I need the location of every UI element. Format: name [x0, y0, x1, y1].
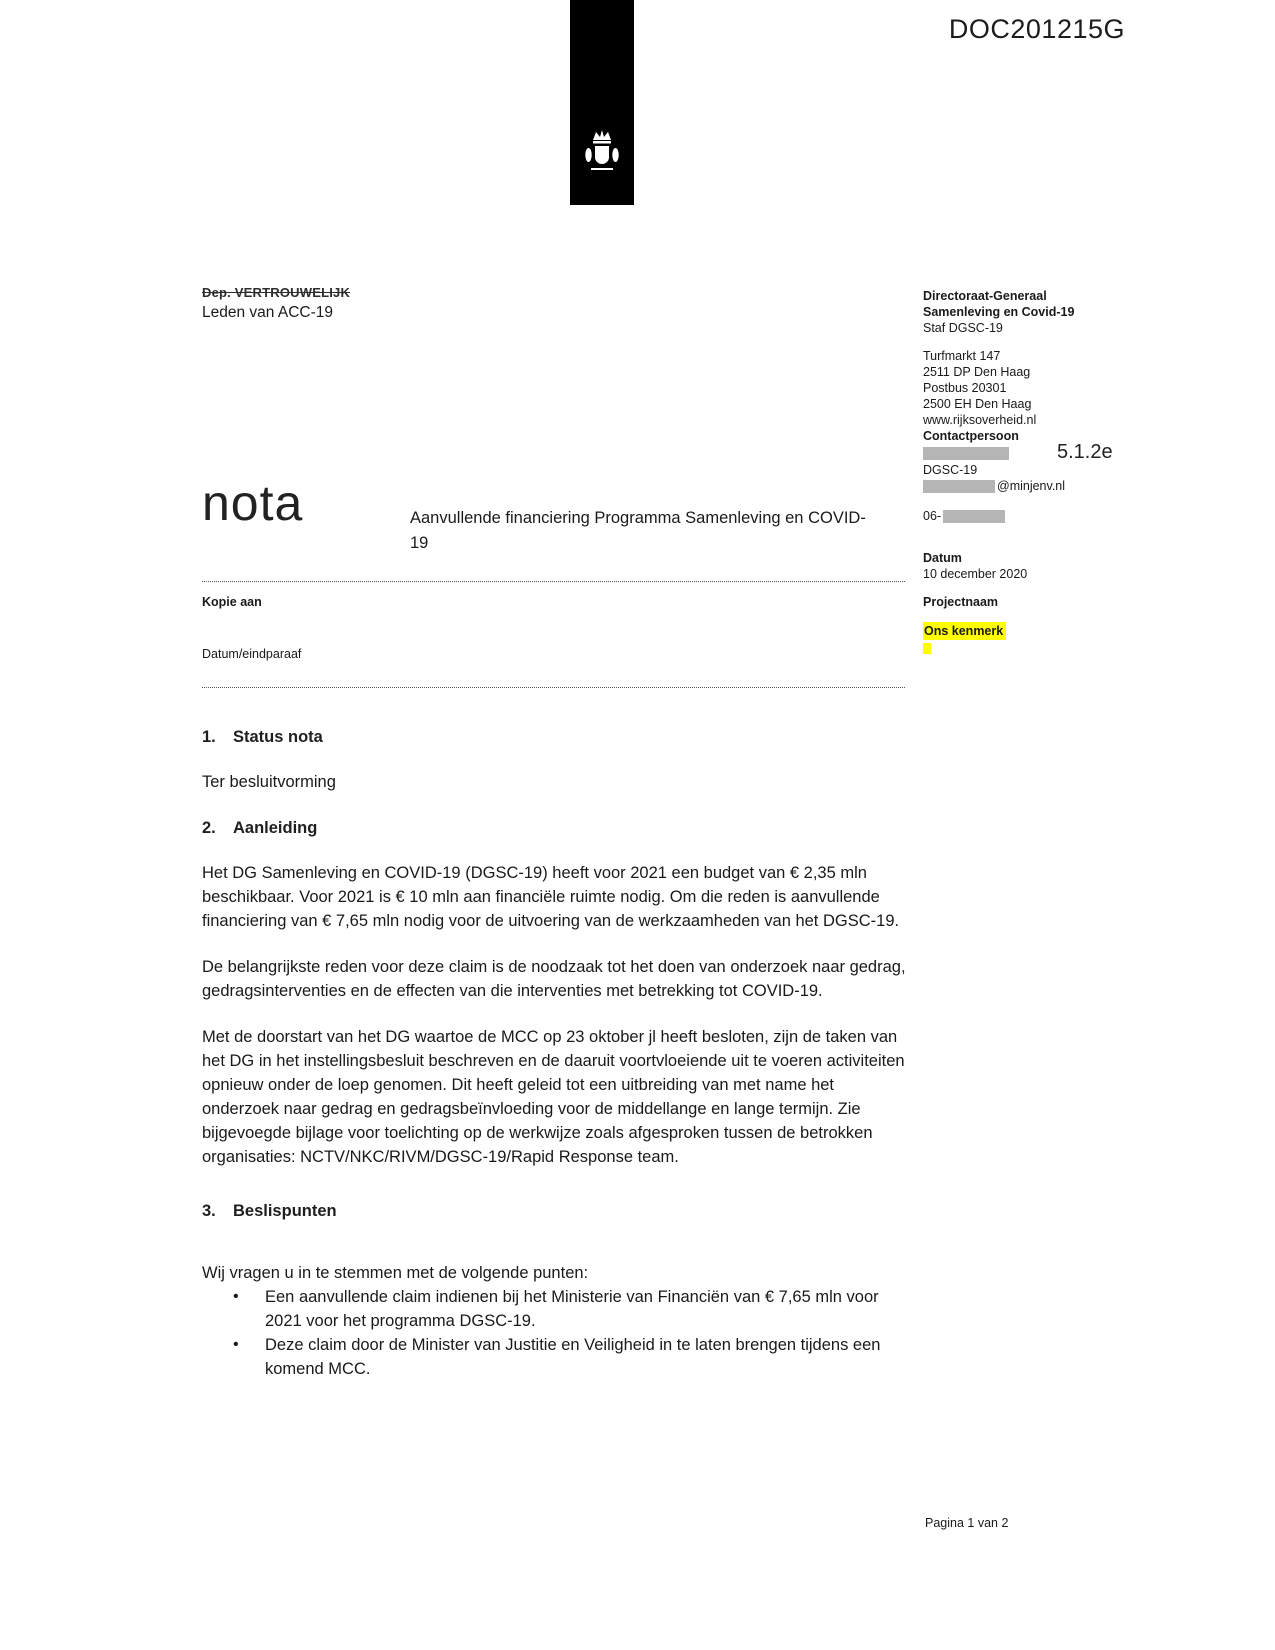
datum-label: Datum [923, 551, 962, 565]
redaction-code-annotation: 5.1.2e [1057, 441, 1113, 463]
addressee: Leden van ACC-19 [202, 304, 333, 321]
section-heading-status-nota [202, 725, 908, 749]
kenmerk-highlight-mark [923, 643, 931, 654]
document-id: DOC201215G [948, 14, 1125, 44]
coat-of-arms-icon [583, 128, 621, 186]
kenmerk-label-highlighted: Ons kenmerk [923, 622, 1006, 640]
contact-label: Contactpersoon [923, 429, 1019, 443]
beslispunten-list [202, 1285, 908, 1381]
aanleiding-paragraph-2: De belangrijkste reden voor deze claim is de noodzaak tot het doen van onderzoek naar gedrag, gedragsinterventies en de effecten van die interventies met betrekking tot COVID-19. [202, 958, 906, 1000]
org-subunit: Staf DGSC-19 [923, 321, 1003, 335]
section-heading-aanleiding [202, 816, 908, 840]
projectnaam-label: Projectnaam [923, 595, 999, 609]
status-nota-body: Ter besluitvorming [202, 773, 336, 791]
datum-eindparaaf-label: Datum/eindparaaf [202, 647, 302, 661]
nota-title: nota [202, 475, 304, 531]
section-number: 1. [202, 728, 216, 746]
beslispunten-intro: Wij vragen u in te stemmen met de volgende punten: [202, 1264, 589, 1282]
page-number: Pagina 1 van 2 [925, 1516, 1009, 1530]
address-line: 2511 DP Den Haag [923, 365, 1031, 379]
list-item: • Een aanvullende claim indienen bij het Ministerie van Financiën van € 7,65 mln voor 2021 voor het programma DGSC-19. [202, 1285, 908, 1333]
redaction-box [923, 447, 1009, 460]
kenmerk-row [923, 622, 1143, 654]
sidebar [923, 288, 1143, 654]
rijksoverheid-logo-banner [570, 0, 634, 205]
address-line: Postbus 20301 [923, 381, 1007, 395]
redaction-box [943, 510, 1005, 523]
email-domain[interactable]: @minjenv.nl [997, 479, 1066, 493]
contact-phone [923, 508, 1143, 524]
org-name-line2: Samenleving en Covid-19 [923, 305, 1075, 319]
nota-subject: Aanvullende financiering Programma Samenleving en COVID-19 [410, 509, 866, 552]
aanleiding-paragraph-3: Met de doorstart van het DG waartoe de MCC op 23 oktober jl heeft besloten, zijn de taken van het DG in het instellingsbesluit beschreven en de daaruit voortvloeiende uit te voeren activiteiten opnieuw onder de loep genomen. Dit heeft geleid tot een uitbreiding van met name het onderzoek naar gedrag en gedragsbeïnvloeding voor de middellange en lange termijn. Zie bijgevoegde bijlage voor toelichting op de werkwijze zoals afgesproken tussen de betrokken organisaties: NCTV/NKC/RIVM/DGSC-19/Rapid Response team. [202, 1028, 905, 1166]
org-name-line1: Directoraat-Generaal [923, 289, 1047, 303]
contact-email [923, 478, 1143, 494]
section-title: Status nota [233, 728, 323, 746]
section-heading-beslispunten [202, 1199, 908, 1223]
list-item: • Deze claim door de Minister van Justitie en Veiligheid in te laten brengen tijdens een komend MCC. [202, 1333, 908, 1381]
section-number: 2. [202, 819, 216, 837]
phone-prefix: 06- [923, 509, 942, 523]
website-link[interactable]: www.rijksoverheid.nl [923, 413, 1037, 427]
datum-value: 10 december 2020 [923, 567, 1028, 581]
dotted-divider [202, 581, 905, 582]
section-title: Beslispunten [233, 1202, 337, 1220]
address-line: Turfmarkt 147 [923, 349, 1001, 363]
redaction-box [923, 480, 995, 493]
section-title: Aanleiding [233, 819, 318, 837]
document-body [202, 725, 908, 1381]
kopie-aan-label: Kopie aan [202, 595, 262, 609]
dotted-divider [202, 687, 905, 688]
classification-label: Dep. VERTROUWELIJK [202, 285, 351, 300]
contact-org: DGSC-19 [923, 463, 978, 477]
address-line: 2500 EH Den Haag [923, 397, 1032, 411]
aanleiding-paragraph-1: Het DG Samenleving en COVID-19 (DGSC-19) heeft voor 2021 een budget van € 2,35 mln beschikbaar. Voor 2021 is € 10 mln aan financiële ruimte nodig. Om die reden is aanvullende financiering van € 7,65 mln nodig voor de uitvoering van de werkzaamheden van het DGSC-19. [202, 864, 900, 930]
header-left [202, 285, 350, 322]
section-number: 3. [202, 1202, 216, 1220]
